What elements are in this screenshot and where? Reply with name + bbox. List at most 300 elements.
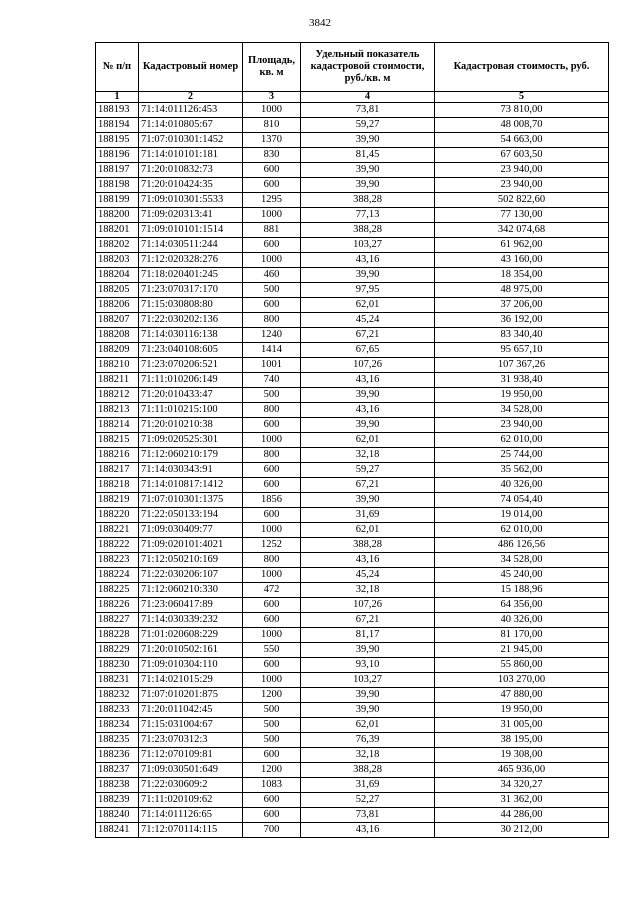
table-row	[96, 148, 609, 163]
table-row	[96, 478, 609, 493]
unit-rate-cell: 62,01	[301, 298, 435, 313]
row-number-cell: 188222	[96, 538, 139, 553]
cadastral-number-cell: 71:07:010301:1375	[139, 493, 243, 508]
cadastral-number-cell: 71:20:010502:161	[139, 643, 243, 658]
unit-rate-cell: 67,21	[301, 328, 435, 343]
unit-rate-cell: 62,01	[301, 523, 435, 538]
cadastral-number-cell: 71:14:010817:1412	[139, 478, 243, 493]
row-number-cell: 188237	[96, 763, 139, 778]
page-number: 3842	[309, 17, 331, 29]
area-cell: 600	[243, 298, 301, 313]
cadastral-value-cell: 64 356,00	[435, 598, 609, 613]
unit-rate-cell: 93,10	[301, 658, 435, 673]
area-cell: 1000	[243, 673, 301, 688]
table-header-row	[96, 43, 609, 92]
unit-rate-cell: 43,16	[301, 403, 435, 418]
row-number-cell: 188201	[96, 223, 139, 238]
row-number-cell: 188210	[96, 358, 139, 373]
table-row	[96, 343, 609, 358]
unit-rate-cell: 39,90	[301, 493, 435, 508]
cadastral-number-cell: 71:07:010201:875	[139, 688, 243, 703]
cadastral-number-cell: 71:20:011042:45	[139, 703, 243, 718]
cadastral-value-cell: 342 074,68	[435, 223, 609, 238]
cadastral-value-cell: 21 945,00	[435, 643, 609, 658]
row-number-cell: 188235	[96, 733, 139, 748]
cadastral-value-cell: 83 340,40	[435, 328, 609, 343]
cadastral-number-cell: 71:09:010301:5533	[139, 193, 243, 208]
cadastral-value-cell: 486 126,56	[435, 538, 609, 553]
cadastral-value-cell: 48 008,70	[435, 118, 609, 133]
unit-rate-cell: 107,26	[301, 358, 435, 373]
unit-rate-cell: 45,24	[301, 568, 435, 583]
unit-rate-cell: 31,69	[301, 508, 435, 523]
area-cell: 600	[243, 613, 301, 628]
area-cell: 830	[243, 148, 301, 163]
cadastral-number-cell: 71:11:010215:100	[139, 403, 243, 418]
cadastral-value-cell: 81 170,00	[435, 628, 609, 643]
unit-rate-cell: 107,26	[301, 598, 435, 613]
cadastral-value-cell: 62 010,00	[435, 433, 609, 448]
cadastral-value-cell: 25 744,00	[435, 448, 609, 463]
cadastral-number-cell: 71:09:010304:110	[139, 658, 243, 673]
table-row	[96, 193, 609, 208]
area-cell: 800	[243, 403, 301, 418]
cadastral-number-cell: 71:09:020313:41	[139, 208, 243, 223]
row-number-cell: 188217	[96, 463, 139, 478]
cadastral-value-cell: 107 367,26	[435, 358, 609, 373]
unit-rate-cell: 32,18	[301, 448, 435, 463]
unit-rate-cell: 45,24	[301, 313, 435, 328]
row-number-cell: 188214	[96, 418, 139, 433]
unit-rate-cell: 39,90	[301, 133, 435, 148]
area-cell: 550	[243, 643, 301, 658]
cadastral-number-cell: 71:12:070109:81	[139, 748, 243, 763]
table-row	[96, 433, 609, 448]
cadastral-value-cell: 37 206,00	[435, 298, 609, 313]
cadastral-number-cell: 71:14:011126:65	[139, 808, 243, 823]
table-row	[96, 208, 609, 223]
cadastral-number-cell: 71:23:070206:521	[139, 358, 243, 373]
table-row	[96, 118, 609, 133]
cadastral-number-cell: 71:14:010101:181	[139, 148, 243, 163]
cadastral-number-cell: 71:22:030202:136	[139, 313, 243, 328]
table-row	[96, 418, 609, 433]
row-number-cell: 188223	[96, 553, 139, 568]
area-cell: 1000	[243, 103, 301, 118]
table-row	[96, 688, 609, 703]
row-number-cell: 188208	[96, 328, 139, 343]
cadastral-value-cell: 45 240,00	[435, 568, 609, 583]
cadastral-value-cell: 54 663,00	[435, 133, 609, 148]
area-cell: 1000	[243, 523, 301, 538]
row-number-cell: 188203	[96, 253, 139, 268]
unit-rate-cell: 32,18	[301, 583, 435, 598]
cadastral-number-cell: 71:09:030409:77	[139, 523, 243, 538]
cadastral-value-cell: 44 286,00	[435, 808, 609, 823]
table-row	[96, 238, 609, 253]
area-cell: 1200	[243, 763, 301, 778]
unit-rate-cell: 81,17	[301, 628, 435, 643]
area-cell: 1414	[243, 343, 301, 358]
area-cell: 881	[243, 223, 301, 238]
cadastral-value-cell: 73 810,00	[435, 103, 609, 118]
cadastral-value-cell: 31 938,40	[435, 373, 609, 388]
column-number: 2	[139, 92, 243, 103]
table-row	[96, 583, 609, 598]
cadastral-value-cell: 43 160,00	[435, 253, 609, 268]
area-cell: 740	[243, 373, 301, 388]
unit-rate-cell: 77,13	[301, 208, 435, 223]
cadastral-number-cell: 71:15:031004:67	[139, 718, 243, 733]
table-row	[96, 733, 609, 748]
unit-rate-cell: 73,81	[301, 103, 435, 118]
cadastral-number-cell: 71:23:070312:3	[139, 733, 243, 748]
cadastral-number-cell: 71:18:020401:245	[139, 268, 243, 283]
table-row	[96, 508, 609, 523]
unit-rate-cell: 39,90	[301, 643, 435, 658]
header-cadastral-number: Кадастровый номер	[139, 43, 243, 92]
area-cell: 600	[243, 598, 301, 613]
cadastral-value-cell: 40 326,00	[435, 478, 609, 493]
cadastral-value-table	[95, 42, 609, 838]
cadastral-value-cell: 48 975,00	[435, 283, 609, 298]
cadastral-value-cell: 47 880,00	[435, 688, 609, 703]
cadastral-value-cell: 103 270,00	[435, 673, 609, 688]
row-number-cell: 188229	[96, 643, 139, 658]
table-row	[96, 808, 609, 823]
cadastral-number-cell: 71:22:050133:194	[139, 508, 243, 523]
cadastral-number-cell: 71:23:060417:89	[139, 598, 243, 613]
unit-rate-cell: 43,16	[301, 373, 435, 388]
unit-rate-cell: 62,01	[301, 718, 435, 733]
row-number-cell: 188220	[96, 508, 139, 523]
area-cell: 600	[243, 238, 301, 253]
header-cadastral-value: Кадастровая стоимость, руб.	[435, 43, 609, 92]
table-row	[96, 178, 609, 193]
row-number-cell: 188196	[96, 148, 139, 163]
row-number-cell: 188240	[96, 808, 139, 823]
unit-rate-cell: 39,90	[301, 688, 435, 703]
table-column-numbers-row	[96, 92, 609, 103]
row-number-cell: 188206	[96, 298, 139, 313]
cadastral-number-cell: 71:01:020608:229	[139, 628, 243, 643]
row-number-cell: 188211	[96, 373, 139, 388]
cadastral-value-cell: 23 940,00	[435, 163, 609, 178]
row-number-cell: 188221	[96, 523, 139, 538]
cadastral-value-cell: 55 860,00	[435, 658, 609, 673]
cadastral-number-cell: 71:11:020109:62	[139, 793, 243, 808]
row-number-cell: 188200	[96, 208, 139, 223]
row-number-cell: 188241	[96, 823, 139, 838]
table-row	[96, 463, 609, 478]
area-cell: 800	[243, 448, 301, 463]
row-number-cell: 188226	[96, 598, 139, 613]
table-row	[96, 613, 609, 628]
area-cell: 600	[243, 808, 301, 823]
cadastral-value-cell: 18 354,00	[435, 268, 609, 283]
table-row	[96, 568, 609, 583]
cadastral-number-cell: 71:14:030339:232	[139, 613, 243, 628]
cadastral-value-cell: 38 195,00	[435, 733, 609, 748]
cadastral-value-cell: 502 822,60	[435, 193, 609, 208]
area-cell: 472	[243, 583, 301, 598]
table-row	[96, 673, 609, 688]
table-row	[96, 313, 609, 328]
cadastral-number-cell: 71:14:011126:453	[139, 103, 243, 118]
row-number-cell: 188207	[96, 313, 139, 328]
table-row	[96, 358, 609, 373]
cadastral-number-cell: 71:09:010101:1514	[139, 223, 243, 238]
table-row	[96, 328, 609, 343]
row-number-cell: 188224	[96, 568, 139, 583]
table-row	[96, 493, 609, 508]
unit-rate-cell: 67,65	[301, 343, 435, 358]
area-cell: 1240	[243, 328, 301, 343]
area-cell: 1000	[243, 568, 301, 583]
cadastral-number-cell: 71:12:060210:179	[139, 448, 243, 463]
cadastral-value-cell: 19 308,00	[435, 748, 609, 763]
table-row	[96, 388, 609, 403]
cadastral-value-cell: 34 528,00	[435, 403, 609, 418]
table-row	[96, 553, 609, 568]
area-cell: 600	[243, 178, 301, 193]
cadastral-value-cell: 23 940,00	[435, 418, 609, 433]
cadastral-number-cell: 71:20:010832:73	[139, 163, 243, 178]
cadastral-number-cell: 71:09:020101:4021	[139, 538, 243, 553]
cadastral-number-cell: 71:09:020525:301	[139, 433, 243, 448]
cadastral-value-cell: 40 326,00	[435, 613, 609, 628]
cadastral-number-cell: 71:14:030116:138	[139, 328, 243, 343]
unit-rate-cell: 39,90	[301, 703, 435, 718]
unit-rate-cell: 62,01	[301, 433, 435, 448]
area-cell: 1000	[243, 433, 301, 448]
cadastral-value-cell: 61 962,00	[435, 238, 609, 253]
area-cell: 600	[243, 658, 301, 673]
table-row	[96, 823, 609, 838]
unit-rate-cell: 39,90	[301, 418, 435, 433]
row-number-cell: 188209	[96, 343, 139, 358]
unit-rate-cell: 52,27	[301, 793, 435, 808]
cadastral-number-cell: 71:14:030511:244	[139, 238, 243, 253]
table-row	[96, 793, 609, 808]
cadastral-value-cell: 67 603,50	[435, 148, 609, 163]
table-row	[96, 163, 609, 178]
cadastral-value-cell: 15 188,96	[435, 583, 609, 598]
unit-rate-cell: 43,16	[301, 253, 435, 268]
unit-rate-cell: 59,27	[301, 463, 435, 478]
table-body	[96, 103, 609, 838]
unit-rate-cell: 81,45	[301, 148, 435, 163]
cadastral-value-cell: 31 005,00	[435, 718, 609, 733]
cadastral-number-cell: 71:22:030609:2	[139, 778, 243, 793]
row-number-cell: 188198	[96, 178, 139, 193]
row-number-cell: 188236	[96, 748, 139, 763]
cadastral-value-cell: 34 320,27	[435, 778, 609, 793]
cadastral-value-cell: 35 562,00	[435, 463, 609, 478]
table-row	[96, 523, 609, 538]
header-unit-rate: Удельный показатель кадастровой стоимости, руб./кв. м	[301, 43, 435, 92]
row-number-cell: 188228	[96, 628, 139, 643]
row-number-cell: 188199	[96, 193, 139, 208]
cadastral-number-cell: 71:20:010424:35	[139, 178, 243, 193]
table-row	[96, 643, 609, 658]
unit-rate-cell: 39,90	[301, 163, 435, 178]
row-number-cell: 188219	[96, 493, 139, 508]
area-cell: 600	[243, 463, 301, 478]
area-cell: 800	[243, 553, 301, 568]
table-row	[96, 298, 609, 313]
area-cell: 1370	[243, 133, 301, 148]
unit-rate-cell: 43,16	[301, 553, 435, 568]
table-row	[96, 703, 609, 718]
header-area: Площадь, кв. м	[243, 43, 301, 92]
area-cell: 1252	[243, 538, 301, 553]
table-row	[96, 598, 609, 613]
unit-rate-cell: 76,39	[301, 733, 435, 748]
cadastral-number-cell: 71:23:070317:170	[139, 283, 243, 298]
table-row	[96, 223, 609, 238]
row-number-cell: 188202	[96, 238, 139, 253]
area-cell: 500	[243, 283, 301, 298]
table-row	[96, 403, 609, 418]
table-row	[96, 133, 609, 148]
table-row	[96, 763, 609, 778]
unit-rate-cell: 388,28	[301, 193, 435, 208]
table-row	[96, 283, 609, 298]
cadastral-value-cell: 465 936,00	[435, 763, 609, 778]
cadastral-number-cell: 71:20:010210:38	[139, 418, 243, 433]
cadastral-value-cell: 23 940,00	[435, 178, 609, 193]
area-cell: 1000	[243, 253, 301, 268]
area-cell: 1000	[243, 208, 301, 223]
area-cell: 500	[243, 388, 301, 403]
cadastral-value-cell: 19 950,00	[435, 703, 609, 718]
unit-rate-cell: 31,69	[301, 778, 435, 793]
unit-rate-cell: 43,16	[301, 823, 435, 838]
unit-rate-cell: 59,27	[301, 118, 435, 133]
table-row	[96, 103, 609, 118]
unit-rate-cell: 67,21	[301, 478, 435, 493]
row-number-cell: 188204	[96, 268, 139, 283]
area-cell: 1083	[243, 778, 301, 793]
area-cell: 600	[243, 163, 301, 178]
unit-rate-cell: 388,28	[301, 538, 435, 553]
cadastral-number-cell: 71:20:010433:47	[139, 388, 243, 403]
header-row-number: № п/п	[96, 43, 139, 92]
cadastral-number-cell: 71:14:021015:29	[139, 673, 243, 688]
cadastral-number-cell: 71:12:070114:115	[139, 823, 243, 838]
table-row	[96, 268, 609, 283]
row-number-cell: 188194	[96, 118, 139, 133]
unit-rate-cell: 39,90	[301, 178, 435, 193]
area-cell: 460	[243, 268, 301, 283]
row-number-cell: 188231	[96, 673, 139, 688]
column-number: 5	[435, 92, 609, 103]
area-cell: 500	[243, 733, 301, 748]
row-number-cell: 188212	[96, 388, 139, 403]
table-row	[96, 253, 609, 268]
row-number-cell: 188218	[96, 478, 139, 493]
cadastral-value-cell: 31 362,00	[435, 793, 609, 808]
area-cell: 600	[243, 478, 301, 493]
cadastral-value-cell: 95 657,10	[435, 343, 609, 358]
table-row	[96, 748, 609, 763]
cadastral-number-cell: 71:22:030206:107	[139, 568, 243, 583]
column-number: 3	[243, 92, 301, 103]
row-number-cell: 188238	[96, 778, 139, 793]
area-cell: 600	[243, 508, 301, 523]
cadastral-number-cell: 71:11:010206:149	[139, 373, 243, 388]
row-number-cell: 188225	[96, 583, 139, 598]
row-number-cell: 188232	[96, 688, 139, 703]
unit-rate-cell: 103,27	[301, 673, 435, 688]
row-number-cell: 188234	[96, 718, 139, 733]
cadastral-value-cell: 34 528,00	[435, 553, 609, 568]
cadastral-number-cell: 71:15:030808:80	[139, 298, 243, 313]
cadastral-value-cell: 19 014,00	[435, 508, 609, 523]
area-cell: 500	[243, 718, 301, 733]
table-row	[96, 658, 609, 673]
area-cell: 810	[243, 118, 301, 133]
cadastral-value-cell: 30 212,00	[435, 823, 609, 838]
cadastral-number-cell: 71:09:030501:649	[139, 763, 243, 778]
unit-rate-cell: 39,90	[301, 268, 435, 283]
cadastral-number-cell: 71:12:050210:169	[139, 553, 243, 568]
row-number-cell: 188215	[96, 433, 139, 448]
table-row	[96, 448, 609, 463]
row-number-cell: 188230	[96, 658, 139, 673]
area-cell: 1295	[243, 193, 301, 208]
cadastral-value-cell: 19 950,00	[435, 388, 609, 403]
area-cell: 600	[243, 418, 301, 433]
table-row	[96, 373, 609, 388]
unit-rate-cell: 73,81	[301, 808, 435, 823]
area-cell: 1856	[243, 493, 301, 508]
row-number-cell: 188233	[96, 703, 139, 718]
row-number-cell: 188195	[96, 133, 139, 148]
unit-rate-cell: 67,21	[301, 613, 435, 628]
cadastral-value-cell: 62 010,00	[435, 523, 609, 538]
row-number-cell: 188193	[96, 103, 139, 118]
cadastral-number-cell: 71:07:010301:1452	[139, 133, 243, 148]
area-cell: 1000	[243, 628, 301, 643]
table-row	[96, 628, 609, 643]
cadastral-number-cell: 71:23:040108:605	[139, 343, 243, 358]
row-number-cell: 188197	[96, 163, 139, 178]
area-cell: 500	[243, 703, 301, 718]
cadastral-number-cell: 71:12:020328:276	[139, 253, 243, 268]
area-cell: 1200	[243, 688, 301, 703]
area-cell: 600	[243, 793, 301, 808]
area-cell: 700	[243, 823, 301, 838]
cadastral-value-cell: 36 192,00	[435, 313, 609, 328]
row-number-cell: 188213	[96, 403, 139, 418]
row-number-cell: 188239	[96, 793, 139, 808]
row-number-cell: 188227	[96, 613, 139, 628]
area-cell: 1001	[243, 358, 301, 373]
unit-rate-cell: 388,28	[301, 763, 435, 778]
table-row	[96, 778, 609, 793]
unit-rate-cell: 39,90	[301, 388, 435, 403]
area-cell: 800	[243, 313, 301, 328]
table-row	[96, 718, 609, 733]
unit-rate-cell: 388,28	[301, 223, 435, 238]
column-number: 1	[96, 92, 139, 103]
unit-rate-cell: 103,27	[301, 238, 435, 253]
cadastral-number-cell: 71:12:060210:330	[139, 583, 243, 598]
unit-rate-cell: 32,18	[301, 748, 435, 763]
column-number: 4	[301, 92, 435, 103]
